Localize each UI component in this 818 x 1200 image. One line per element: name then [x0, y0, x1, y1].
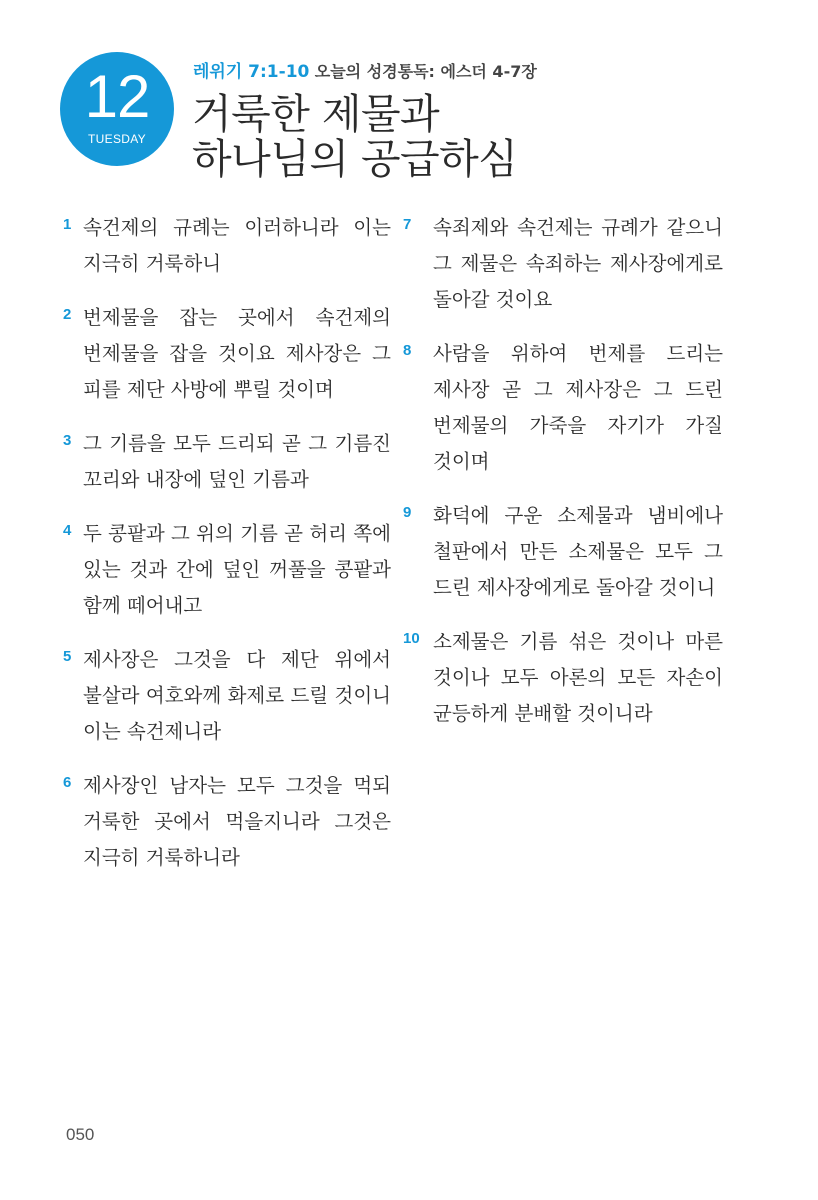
reading-plan: 오늘의 성경통독: 에스더 4-7장	[314, 62, 537, 81]
verse-text: 제사장인 남자는 모두 그것을 먹되 거룩한 곳에서 먹을지니라 그것은 지극히 거룩하니라	[83, 774, 391, 869]
verse-text: 속건제의 규례는 이러하니라 이는 지극히 거룩하니	[83, 216, 391, 275]
scripture-passage: 레위기 7:1-10	[193, 62, 310, 82]
day-badge	[60, 52, 174, 166]
verse	[403, 336, 723, 480]
verse	[63, 642, 391, 750]
verse-column-right	[403, 210, 723, 750]
verse	[63, 426, 391, 498]
verse-number: 8	[403, 342, 412, 359]
verse-number: 6	[63, 774, 72, 791]
verse-number: 2	[63, 306, 72, 323]
verse-column-left	[63, 210, 391, 894]
verse-text: 그 기름을 모두 드리되 곧 그 기름진 꼬리와 내장에 덮인 기름과	[83, 432, 391, 491]
verse	[63, 768, 391, 876]
title-line-2: 하나님의 공급하심	[192, 135, 518, 183]
verse-text: 사람을 위하여 번제를 드리는 제사장 곧 그 제사장은 그 드린 번제물의 가죽을 자기가 가질 것이며	[433, 342, 723, 473]
page-number: 050	[66, 1125, 95, 1144]
verse-number: 9	[403, 504, 412, 521]
weekday-label: TUESDAY	[88, 132, 146, 146]
verse-text: 번제물을 잡는 곳에서 속건제의 번제물을 잡을 것이요 제사장은 그 피를 제단 사방에 뿌릴 것이며	[83, 306, 391, 401]
verse-text: 소제물은 기름 섞은 것이나 마른 것이나 모두 아론의 모든 자손이 균등하게 분배할 것이니라	[433, 630, 723, 725]
verse-number: 7	[403, 216, 412, 233]
verse-text: 제사장은 그것을 다 제단 위에서 불살라 여호와께 화제로 드릴 것이니 이는 속건제니라	[83, 648, 391, 743]
verse	[63, 300, 391, 408]
verse-number: 3	[63, 432, 72, 449]
verse-text: 두 콩팥과 그 위의 기름 곧 허리 쪽에 있는 것과 간에 덮인 꺼풀을 콩팥과 함께 떼어내고	[83, 522, 391, 617]
page-title	[192, 92, 517, 182]
day-number: 12	[84, 63, 150, 130]
verse	[403, 210, 723, 318]
verse	[403, 624, 723, 732]
verse-text: 속죄제와 속건제는 규례가 같으니 그 제물은 속죄하는 제사장에게로 돌아갈 것이요	[433, 216, 723, 311]
title-line-1: 거룩한 제물과	[192, 90, 440, 138]
verse-number: 10	[403, 630, 420, 647]
verse-number: 4	[63, 522, 72, 539]
verse-text: 화덕에 구운 소제물과 냄비에나 철판에서 만든 소제물은 모두 그 드린 제사장에게로 돌아갈 것이니	[433, 504, 723, 599]
reference-line	[193, 60, 537, 84]
verse	[63, 210, 391, 282]
verse-number: 1	[63, 216, 72, 233]
verse	[63, 516, 391, 624]
verse-number: 5	[63, 648, 72, 665]
verse	[403, 498, 723, 606]
